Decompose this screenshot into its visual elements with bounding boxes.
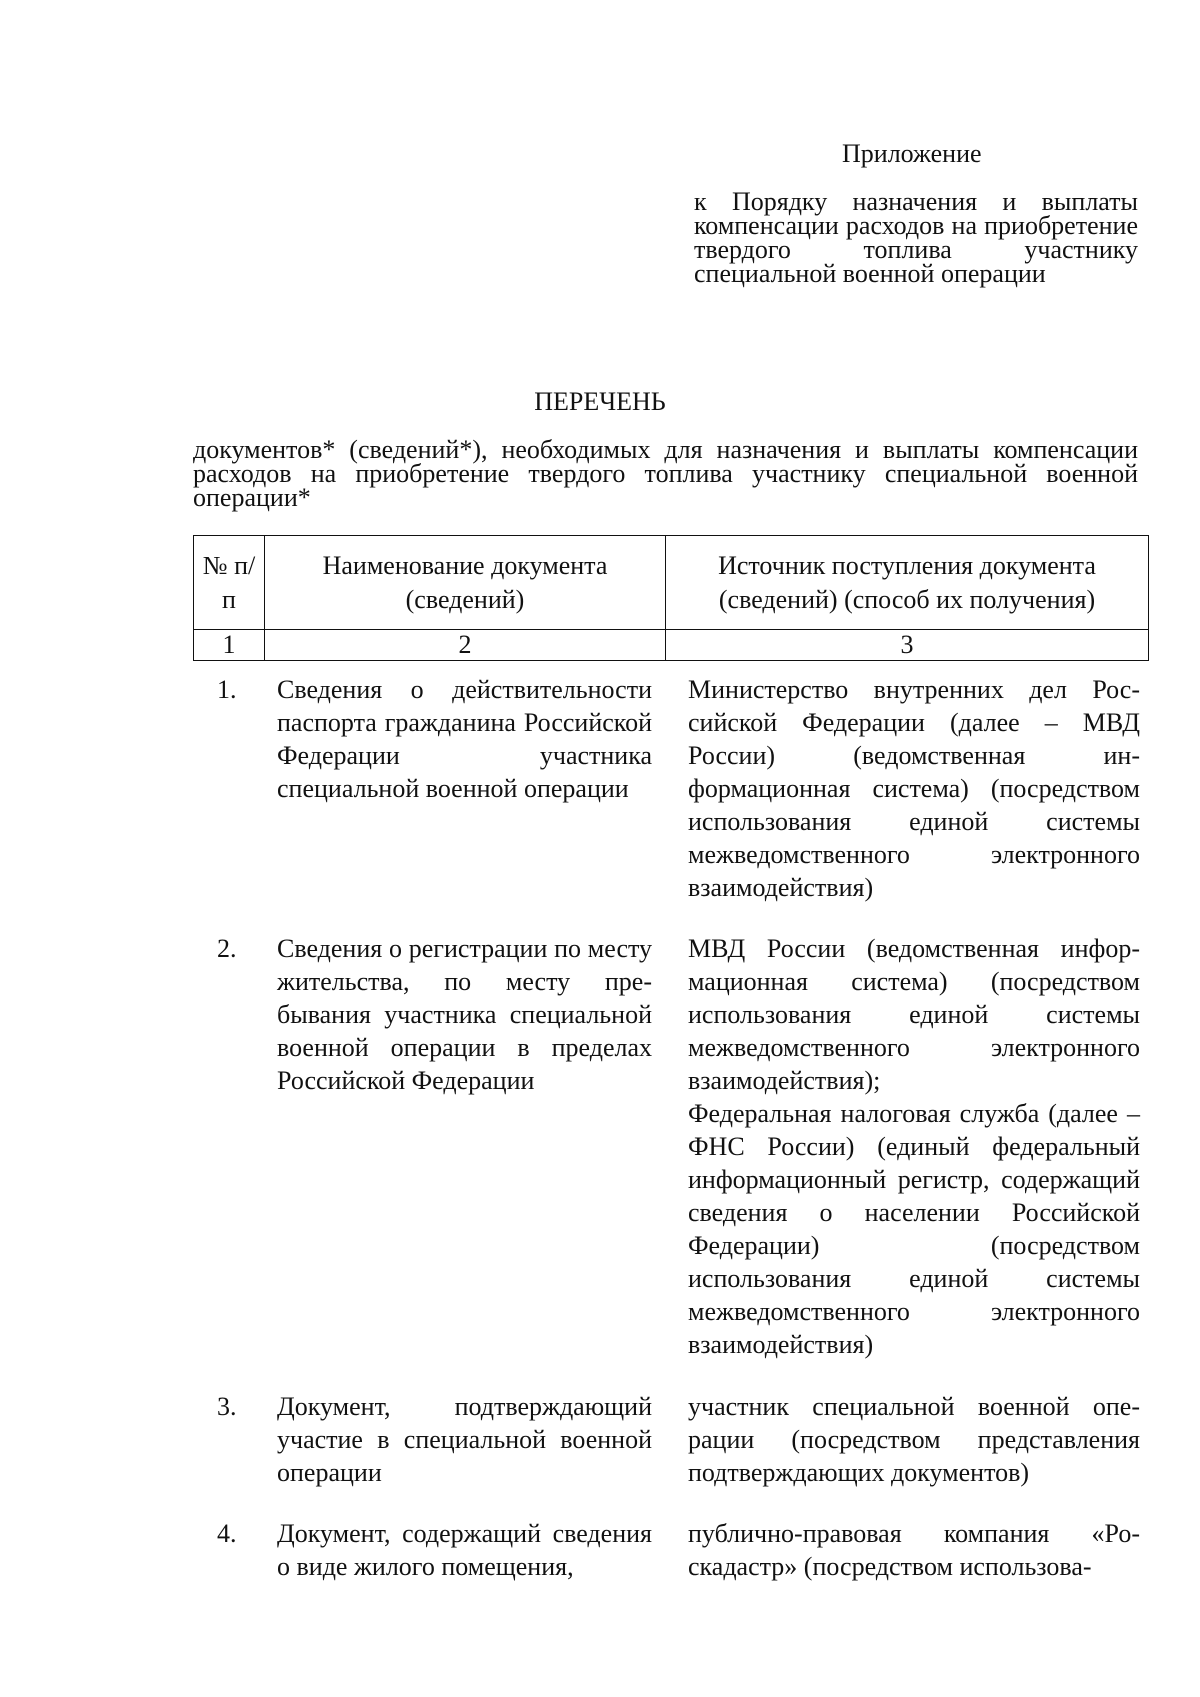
row-document-name: Документ, содержащий сведения о виде жилого помещения, [277, 1519, 652, 1581]
row-source [688, 1517, 1140, 1583]
row-source-paragraph: публично-правовая компания «Роскадастр» (посредством использова- [688, 1519, 1140, 1581]
row-number: 1. [217, 675, 237, 704]
row-number: 3. [217, 1392, 237, 1421]
row-source-paragraph: Министерство внутренних дел Российской Федерации (далее – МВД России) (ведомственная информационная система) (посредством использования единой системы межведомственного электронного взаимодействия) [688, 675, 1140, 902]
column-number-2: 2 [265, 630, 666, 661]
list-subtitle: документов* (сведений*), необходимых для назначения и выплаты компенсации расходов на приобретение твердого топлива участнику специальной военной операции* [193, 435, 1138, 512]
appendix-title: Приложение [842, 139, 982, 168]
row-source-paragraph: МВД России (ведомственная информационная система) (посредством использования единой системы межведомственного электронного взаимодействия); [688, 934, 1140, 1095]
documents-table-header [193, 535, 1149, 661]
row-source [688, 1390, 1140, 1489]
row-document-name: Документ, подтверждающий участие в специальной военной операции [277, 1392, 652, 1487]
header-name: Наименование документа (сведений) [265, 536, 666, 630]
column-number-1: 1 [194, 630, 265, 661]
row-source [688, 932, 1140, 1361]
column-number-3: 3 [666, 630, 1149, 661]
header-num: № п/п [194, 536, 265, 630]
appendix-reference: к Порядку назначения и выплаты компенсации расходов на приобретение твердого топлива участнику специальной военной операции [694, 187, 1138, 288]
row-document-name: Сведения о регистрации по месту жительства, по месту пребывания участника специальной военной операции в пределах Российской Федерации [277, 934, 652, 1095]
list-title: ПЕРЕЧЕНЬ [534, 387, 666, 416]
row-number: 2. [217, 934, 237, 963]
row-source-paragraph: участник специальной военной операции (посредством представления подтверждающих документов) [688, 1392, 1140, 1487]
row-source [688, 673, 1140, 904]
row-source-paragraph: Федеральная налоговая служба (далее – ФНС России) (единый федеральный информационный регистр, содержащий сведения о населении Российской Федерации) (посредством использования единой системы межведомственного электронного взаимодействия) [688, 1099, 1140, 1359]
column-number-row [194, 630, 1149, 661]
header-source: Источник поступления документа (сведений) (способ их получения) [666, 536, 1149, 630]
row-number: 4. [217, 1519, 237, 1548]
row-document-name: Сведения о действительности паспорта гражданина Российской Федерации участника специальной военной операции [277, 675, 652, 803]
table-header-row [194, 536, 1149, 630]
